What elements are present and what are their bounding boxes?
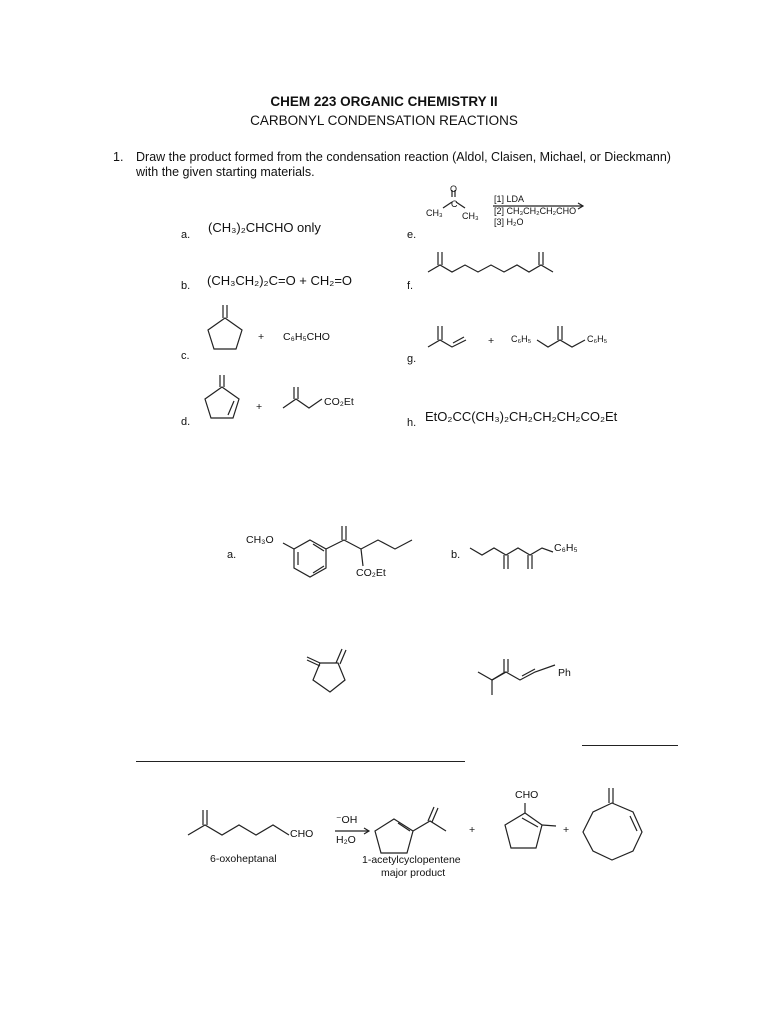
- product-a-ester: CO₂Et: [356, 567, 386, 579]
- question-text-line2: with the given starting materials.: [136, 165, 315, 179]
- short-rule: [582, 745, 678, 746]
- phenyl-label: Ph: [558, 667, 571, 679]
- plus-c: +: [258, 331, 265, 343]
- e-oxygen: O: [450, 184, 458, 194]
- scheme-plus-2: +: [563, 824, 570, 836]
- g-right-phenyl: C₆H₅: [587, 334, 608, 344]
- product-name-line1: 1-acetylcyclopentene: [362, 854, 461, 866]
- e-step-2: [2] CH₃CH₂CH₂CHO: [494, 206, 577, 216]
- start-name: 6-oxoheptanal: [210, 853, 277, 865]
- part-g-label: g.: [407, 353, 417, 365]
- part-e-label: e.: [407, 229, 417, 241]
- question-number: 1.: [113, 150, 124, 164]
- long-rule: [136, 761, 465, 762]
- cyclopentanone-structure: [208, 305, 242, 349]
- cycloheptenone-structure: [583, 788, 642, 860]
- product-name-line2: major product: [381, 867, 446, 879]
- reagent-d-ester: CO₂Et: [324, 396, 354, 408]
- acetylcyclopentene-structure: [375, 807, 446, 853]
- part-b-label: b.: [181, 280, 191, 292]
- methylcyclopentenecarbaldehyde-structure: [505, 803, 556, 848]
- e-ch3-right: CH₃: [462, 211, 479, 221]
- scheme-cho: CHO: [290, 828, 314, 840]
- methylenecyclopentanone-structure: [307, 649, 346, 692]
- product-b-label: b.: [451, 549, 461, 561]
- cyclopentenone-structure: [205, 375, 239, 418]
- dibenzylketone-structure: [537, 326, 585, 347]
- e-step-1: [1] LDA: [494, 194, 525, 204]
- question-text-line1: Draw the product formed from the condensation reaction (Aldol, Claisen, Michael, or Dieckmann): [136, 150, 671, 164]
- part-d-label: d.: [181, 416, 191, 428]
- g-left-phenyl: C₆H₅: [511, 334, 532, 344]
- part-f-label: f.: [407, 280, 414, 292]
- reagent-a-formula: (CH₃)₂CHCHO only: [208, 220, 321, 235]
- product-a-label: a.: [227, 549, 237, 561]
- product-b-phenyl: C₆H₅: [554, 542, 578, 554]
- reagent-c-benzaldehyde: C₆H₅CHO: [283, 331, 330, 343]
- product-a-structure: [283, 526, 412, 577]
- diketone-structure: [428, 252, 553, 272]
- e-carbon: C: [451, 199, 458, 209]
- scheme-base: ⁻OH: [336, 814, 358, 826]
- acetoacetate-structure: [283, 387, 322, 408]
- scheme-solvent: H₂O: [336, 834, 356, 846]
- product-a-methoxy: CH₃O: [246, 534, 274, 546]
- reagent-b-formula: (CH₃CH₂)₂C=O + CH₂=O: [207, 273, 353, 288]
- scheme-plus-1: +: [469, 824, 476, 836]
- e-step-3: [3] H₂O: [494, 217, 524, 227]
- e-ch3-left: CH₃: [426, 208, 443, 218]
- product-b-structure: [470, 548, 553, 569]
- course-title: CHEM 223 ORGANIC CHEMISTRY II: [270, 94, 498, 109]
- part-a-label: a.: [181, 229, 191, 241]
- part-c-label: c.: [181, 350, 190, 362]
- enone-structure: [428, 326, 466, 347]
- part-h-label: h.: [407, 417, 417, 429]
- topic-title: CARBONYL CONDENSATION REACTIONS: [250, 113, 518, 128]
- oxoheptanal-structure: [188, 810, 289, 835]
- plus-d: +: [256, 401, 263, 413]
- tbutyl-enone-structure: [478, 659, 555, 695]
- scheme-cho-top: CHO: [515, 789, 539, 801]
- plus-g: +: [488, 335, 495, 347]
- reagent-h-formula: EtO₂CC(CH₃)₂CH₂CH₂CH₂CO₂Et: [425, 409, 618, 424]
